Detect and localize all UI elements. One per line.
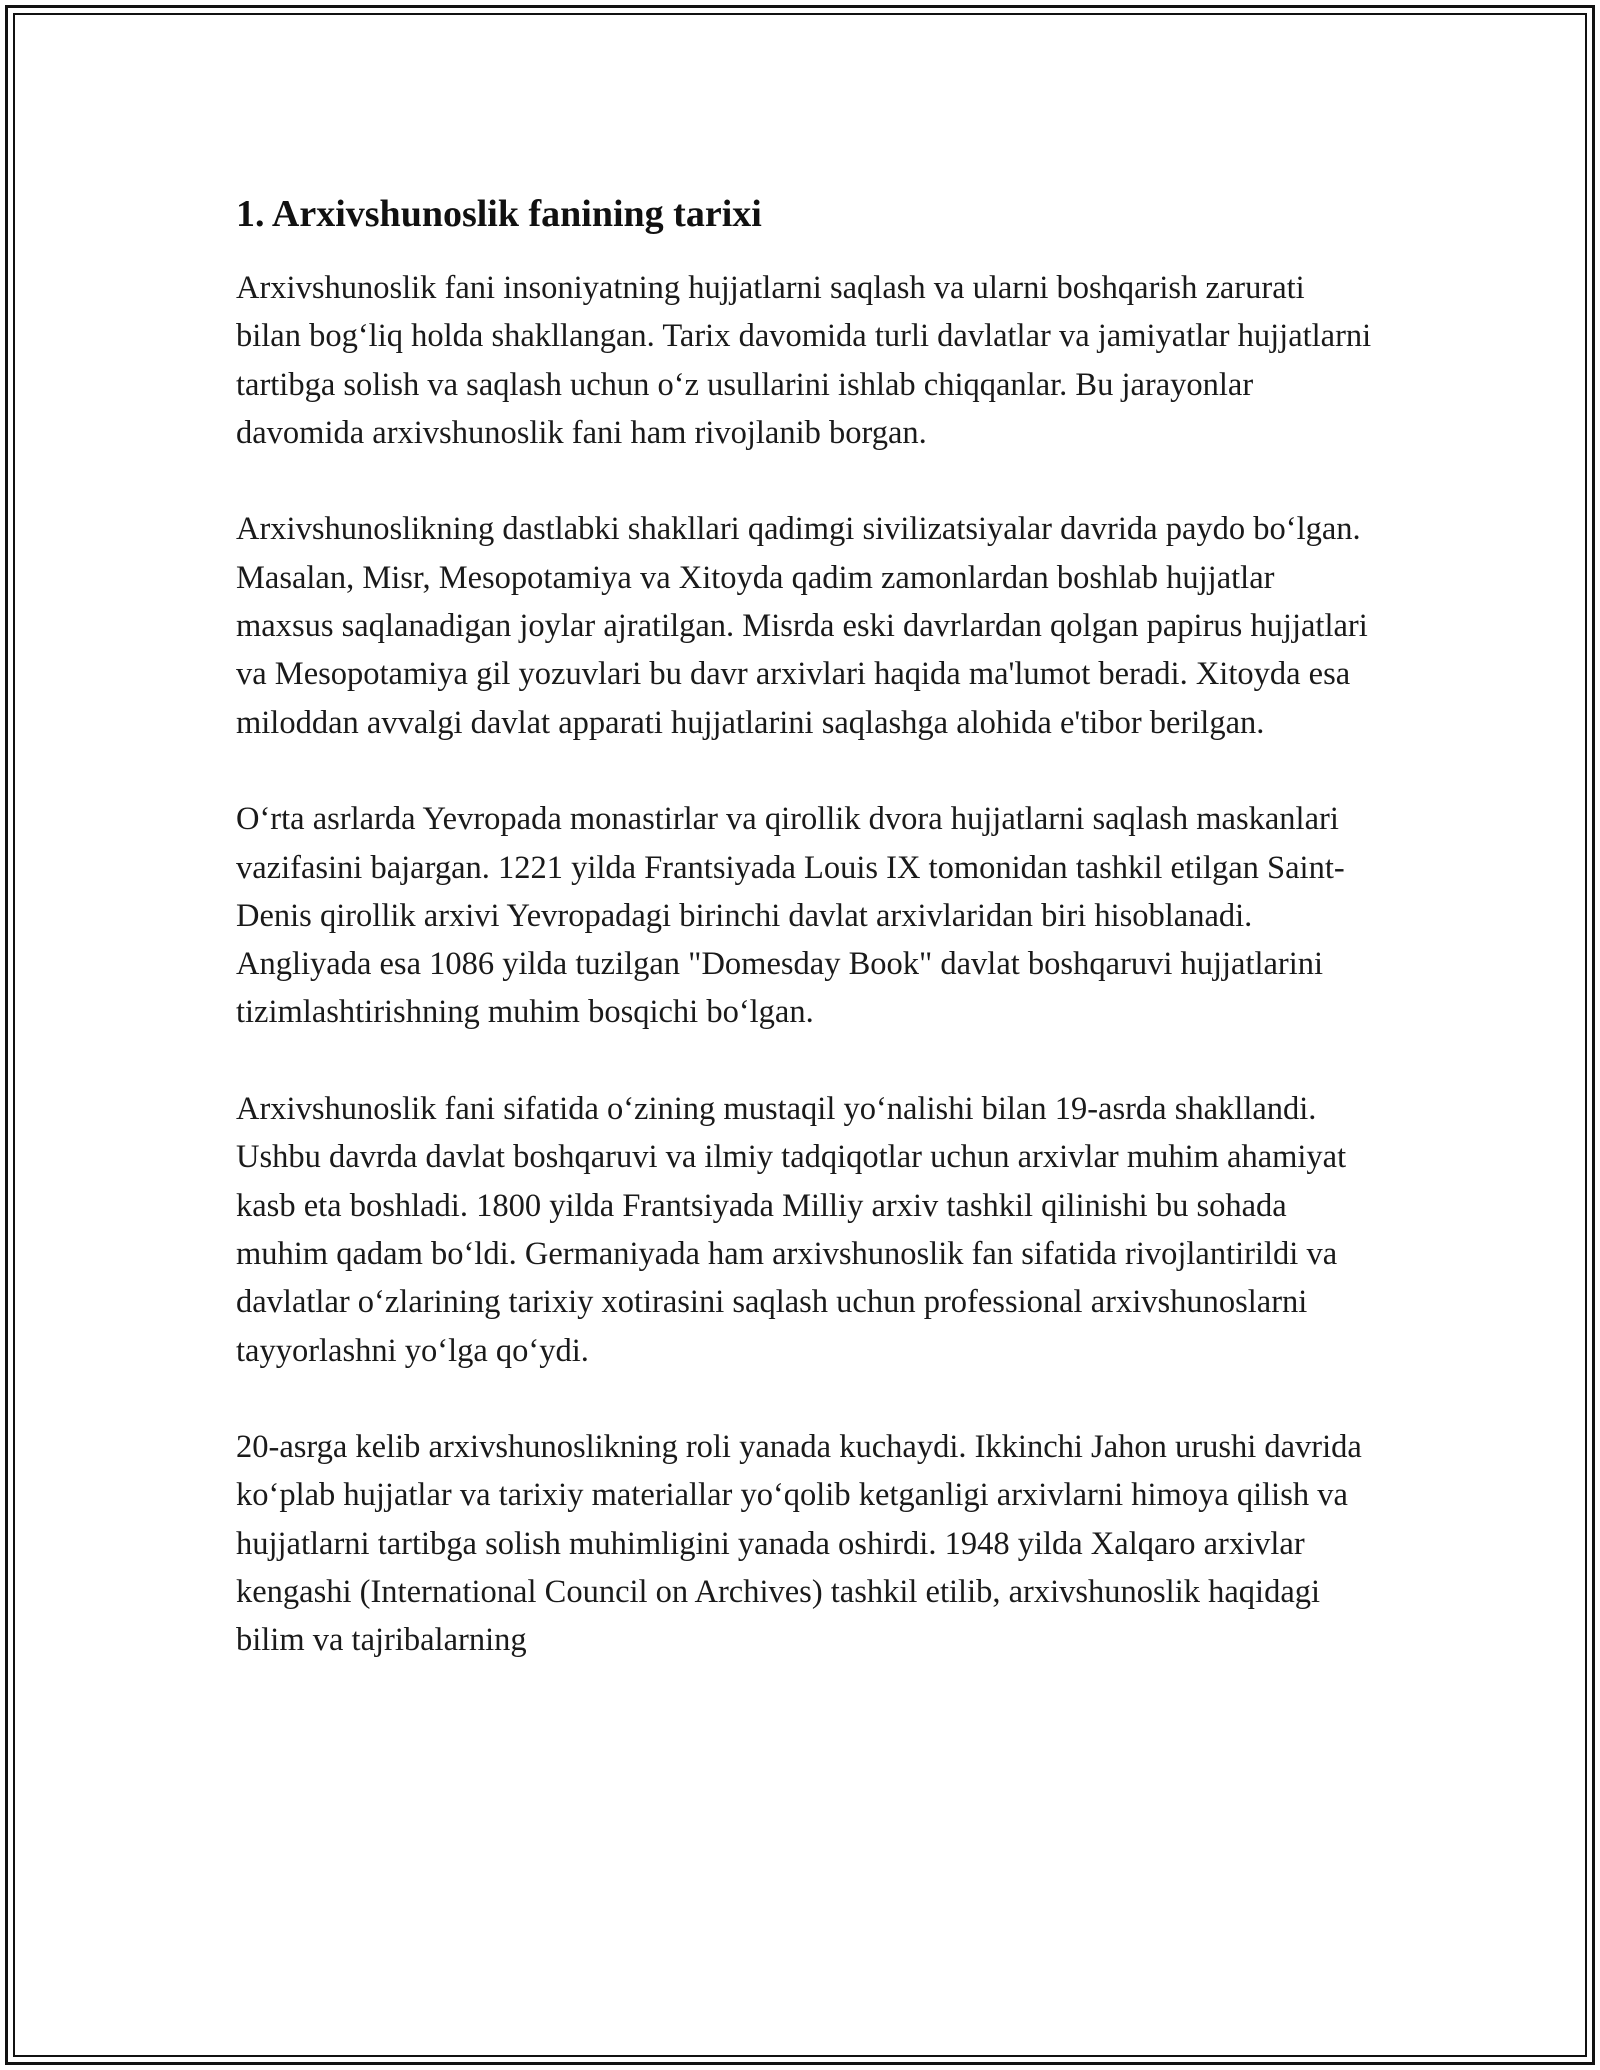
paragraph-4: Arxivshunoslik fani sifatida o‘zining mustaqil yo‘nalishi bilan 19-asrda shakllandi. Ushbu davrda davlat boshqaruvi va ilmiy tadqiqotlar uchun arxivlar muhim ahamiyat kasb eta boshladi. 1800 yilda Frantsiyada Milliy arxiv tashkil qilinishi bu sohada muhim qadam bo‘ldi. Germaniyada ham arxivshunoslik fan sifatida rivojlantirildi va davlatlar o‘zlarining tarixiy xotirasini saqlash uchun professional arxivshunoslarni tayyorlashni yo‘lga qo‘ydi. [236,1091,1347,1369]
paragraph-3: O‘rta asrlarda Yevropada monastirlar va qirollik dvora hujjatlarni saqlash maskanlari vazifasini bajargan. 1221 yilda Frantsiyada Louis IX tomonidan tashkil etilgan Saint-Denis qirollik arxivi Yevropadagi birinchi davlat arxivlaridan biri hisoblanadi. Angliyada esa 1086 yilda tuzilgan "Domesday Book" davlat boshqaruvi hujjatlarini tizimlashtirishning muhim bosqichi bo‘lgan. [236,801,1345,1031]
paragraph-2: Arxivshunoslikning dastlabki shakllari qadimgi sivilizatsiyalar davrida paydo bo‘lgan. Masalan, Misr, Mesopotamiya va Xitoyda qadim zamonlardan boshlab hujjatlar maxsus saqlanadigan joylar ajratilgan. Misrda eski davrlardan qolgan papirus hujjatlari va Mesopotamiya gil yozuvlari bu davr arxivlari haqida ma'lumot beradi. Xitoyda esa miloddan avvalgi davlat apparati hujjatlarini saqlashga alohida e'tibor berilgan. [236,511,1368,741]
paragraph-1: Arxivshunoslik fani insoniyatning hujjatlarni saqlash va ularni boshqarish zarurati bilan bog‘liq holda shakllangan. Tarix davomida turli davlatlar va jamiyatlar hujjatlarni tartibga solish va saqlash uchun o‘z usullarini ishlab chiqqanlar. Bu jarayonlar davomida arxivshunoslik fani ham rivojlanib borgan. [236,270,1372,451]
section-heading: 1. Arxivshunoslik fanining tarixi [236,193,762,235]
document-body [236,188,1376,1713]
paragraph-5: 20-asrga kelib arxivshunoslikning roli yanada kuchaydi. Ikkinchi Jahon urushi davrida ko‘plab hujjatlar va tarixiy materiallar yo‘qolib ketganligi arxivlarni himoya qilish va hujjatlarni tartibga solish muhimligini yanada oshirdi. 1948 yilda Xalqaro arxivlar kengashi (International Council on Archives) tashkil etilib, arxivshunoslik haqidagi bilim va tajribalarning [236,1429,1362,1659]
